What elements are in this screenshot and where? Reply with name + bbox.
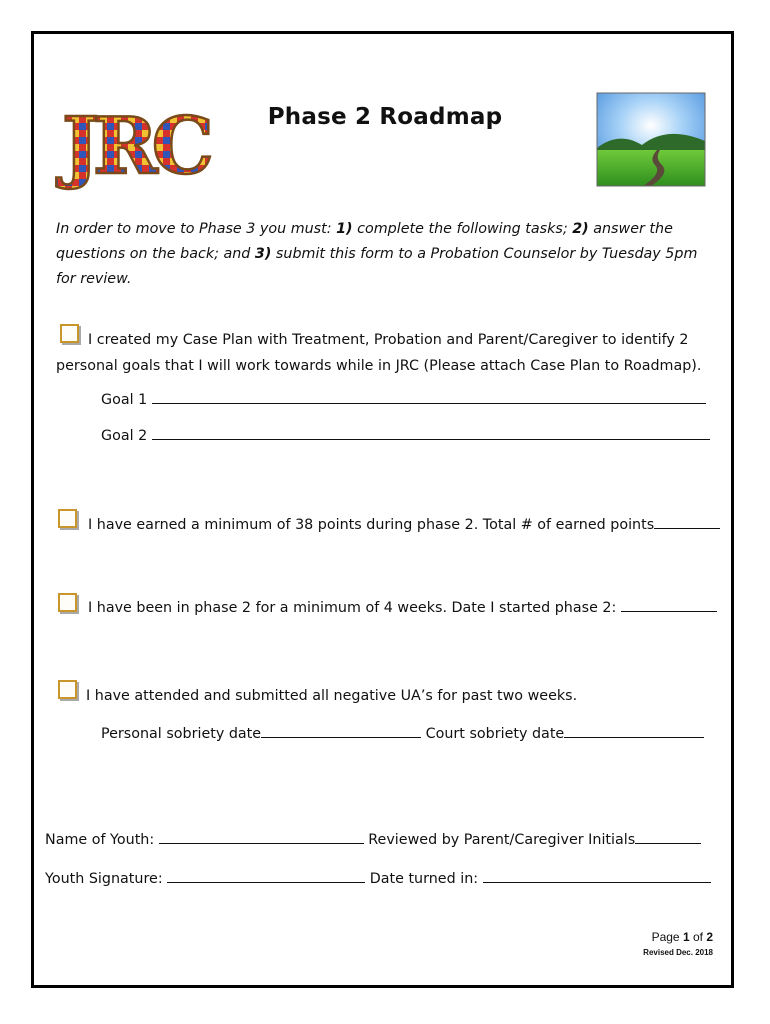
goal-1-label: Goal 1 — [101, 392, 148, 408]
goal-1-field[interactable] — [152, 402, 706, 404]
goal-2-field[interactable] — [152, 438, 710, 440]
name-of-youth-label: Name of Youth: — [45, 832, 159, 848]
name-of-youth-field[interactable] — [159, 842, 364, 844]
weeks-checkbox[interactable] — [58, 593, 77, 612]
goal-2-label: Goal 2 — [101, 428, 148, 444]
weeks-row — [88, 600, 717, 616]
sobriety-dates-row — [101, 726, 704, 742]
case-plan-checkbox[interactable] — [60, 324, 79, 343]
current-page: 1 — [682, 930, 690, 944]
page-number — [652, 930, 713, 944]
instructions-paragraph — [56, 217, 716, 292]
phase-2-start-date-field[interactable] — [621, 610, 717, 612]
ua-text: I have attended and submitted all negative UA’s for past two weeks. — [86, 688, 578, 704]
reviewed-initials-label: Reviewed by Parent/Caregiver Initials — [363, 832, 636, 848]
youth-signature-label: Youth Signature: — [45, 871, 168, 887]
signature-row — [45, 871, 711, 887]
personal-sobriety-label: Personal sobriety date — [101, 726, 262, 742]
date-turned-in-label: Date turned in: — [365, 871, 483, 887]
intro-text: In order to move to Phase 3 you must: — [56, 221, 337, 237]
court-sobriety-label: Court sobriety date — [421, 726, 565, 742]
case-plan-text: I created my Case Plan with Treatment, Probation and Parent/Caregiver to identify 2 — [88, 332, 689, 348]
page-title: Phase 2 Roadmap — [267, 104, 503, 130]
points-row — [88, 517, 720, 533]
points-text: I have earned a minimum of 38 points during phase 2. Total # of earned points — [88, 517, 655, 533]
case-plan-text-continued: personal goals that I will work towards while in JRC (Please attach Case Plan to Roadmap). — [56, 358, 702, 374]
step-number: 1) — [336, 221, 353, 237]
of-word: of — [689, 930, 707, 944]
total-pages: 2 — [706, 930, 713, 944]
date-turned-in-field[interactable] — [483, 881, 711, 883]
points-checkbox[interactable] — [58, 509, 77, 528]
svg-text:JRC: JRC — [62, 101, 208, 192]
revision-date: Revised Dec. 2018 — [643, 948, 713, 957]
step-number: 3) — [254, 246, 272, 262]
youth-signature-field[interactable] — [167, 881, 365, 883]
total-points-field[interactable] — [654, 527, 720, 529]
goal-1-row — [101, 392, 706, 408]
name-row — [45, 832, 701, 848]
intro-text: complete the following tasks; — [352, 221, 573, 237]
parent-initials-field[interactable] — [635, 842, 701, 844]
intro-text: answer the questions on the back; and — [56, 221, 673, 262]
intro-text: submit this form to a Probation Counselor by Tuesday 5pm for review. — [56, 246, 698, 287]
page-word: Page — [651, 930, 683, 944]
court-sobriety-date-field[interactable] — [564, 736, 704, 738]
landscape-road-image — [597, 93, 705, 186]
personal-sobriety-date-field[interactable] — [261, 736, 421, 738]
step-number: 2) — [572, 221, 589, 237]
ua-checkbox[interactable] — [58, 680, 77, 699]
goal-2-row — [101, 428, 710, 444]
weeks-text: I have been in phase 2 for a minimum of 4 weeks. Date I started phase 2: — [88, 600, 621, 616]
